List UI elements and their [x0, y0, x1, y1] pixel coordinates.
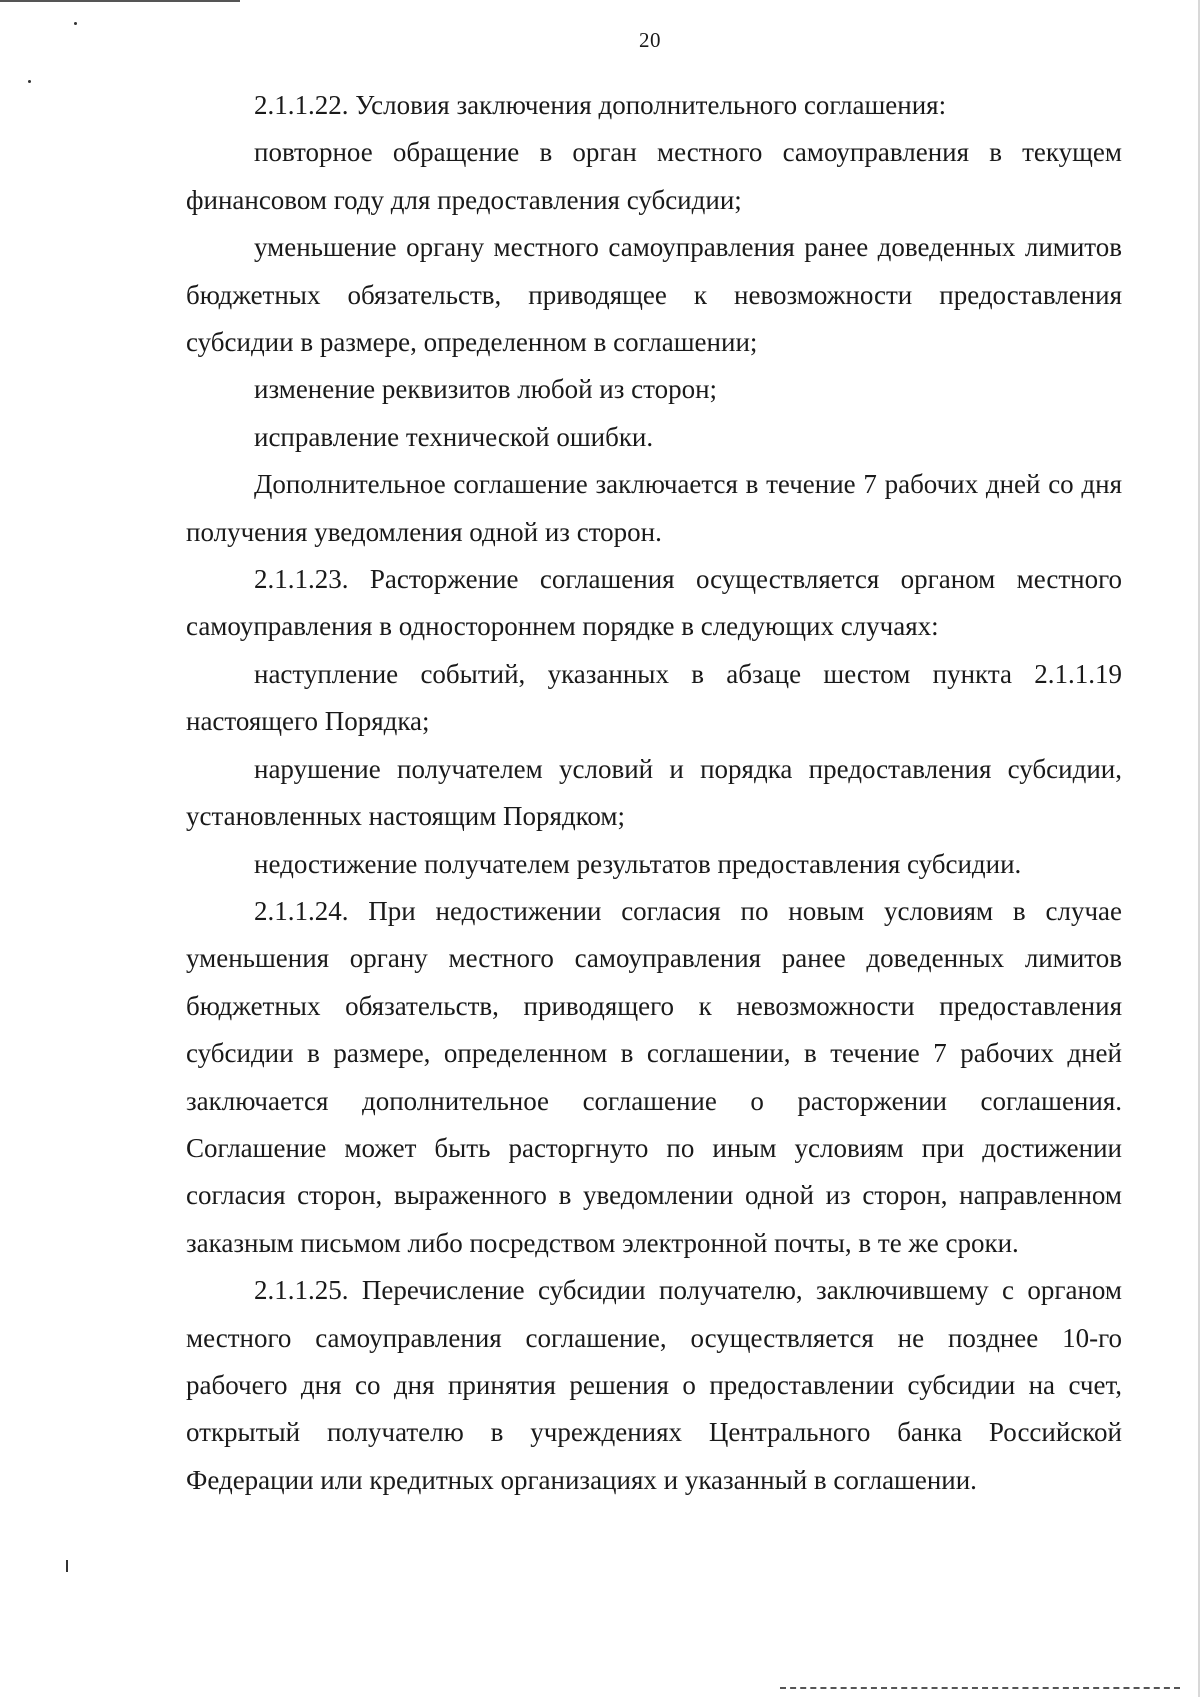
paragraph-limit-reduction: уменьшение органу местного самоуправления ранее доведенных лимитов бюджетных обязательств, приводящее к невозможности предоставления субсидии в размере, определенном в соглашении; [186, 232, 1122, 358]
paragraph-events-occurrence: наступление событий, указанных в абзаце шестом пункта 2.1.1.19 настоящего Порядка; [186, 658, 1122, 737]
paragraph-additional-agreement-term: Дополнительное соглашение заключается в течение 7 рабочих дней со дня получения уведомления одной из сторон. [186, 469, 1122, 547]
paragraph-results-not-achieved: недостижение получателем результатов предоставления субсидии. [254, 848, 1022, 879]
paragraph-technical-error: исправление технической ошибки. [254, 421, 654, 452]
document-body [186, 82, 1122, 1504]
paragraph-2-1-1-22-heading: 2.1.1.22. Условия заключения дополнительного соглашения: [254, 90, 947, 120]
paragraph-conditions-violation: нарушение получателем условий и порядка предоставления субсидии, установленных настоящим Порядком; [186, 753, 1122, 832]
scan-speck [74, 22, 77, 25]
paragraph-2-1-1-24-disagreement: 2.1.1.24. При недостижении согласия по новым условиям в случае уменьшения органу местного самоуправления ранее доведенных лимитов бюджетных обязательств, приводящего к невозможности предоставления субсидии в размере, определенном в соглашении, в течение 7 рабочих дней заключается дополнительное соглашение о расторжении соглашения. Соглашение может быть расторгнуто по иным условиям при достижении согласия сторон, выраженного в уведомлении одной из сторон, направленном заказным письмом либо посредством электронной почты, в те же сроки. [186, 895, 1122, 1258]
scan-edge-top [0, 0, 240, 2]
scan-speck [28, 80, 31, 83]
scan-speck [66, 1560, 68, 1572]
scan-edge-bottom [780, 1687, 1180, 1689]
page-number: 20 [639, 28, 661, 52]
paragraph-2-1-1-25-transfer: 2.1.1.25. Перечисление субсидии получателю, заключившему с органом местного самоуправления соглашение, осуществляется не позднее 10-го рабочего дня со дня принятия решения о предоставлении субсидии на счет, открытый получателю в учреждениях Центрального банка Российской Федерации или кредитных организациях и указанный в соглашении. [186, 1275, 1122, 1495]
paragraph-repeat-request: повторное обращение в орган местного самоуправления в текущем финансовом году для предоставления субсидии; [186, 137, 1122, 215]
paragraph-details-change: изменение реквизитов любой из сторон; [254, 374, 718, 405]
paragraph-2-1-1-23-termination: 2.1.1.23. Расторжение соглашения осуществляется органом местного самоуправления в одностороннем порядке в следующих случаях: [186, 564, 1122, 642]
